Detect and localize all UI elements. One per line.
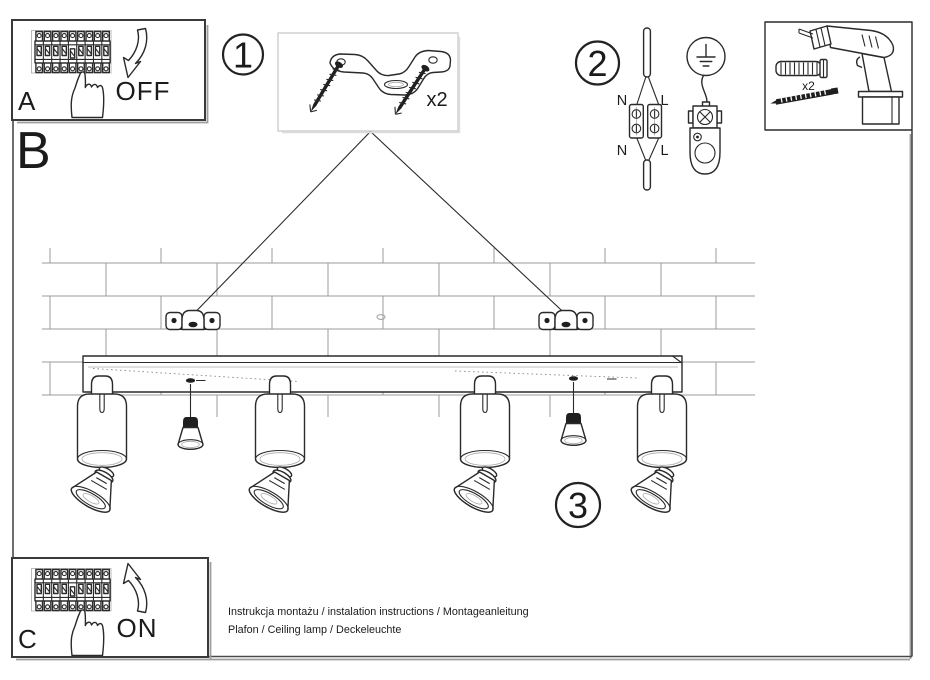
parts-box xyxy=(278,33,458,131)
wire-label-n-bottom: N xyxy=(616,143,628,159)
bulb-right xyxy=(561,413,586,445)
panel-a xyxy=(12,20,208,123)
ground-connection-diagram xyxy=(687,38,725,175)
panel-c xyxy=(12,558,211,660)
wire-label-l-bottom: L xyxy=(660,143,669,159)
step-1-number: 1 xyxy=(232,34,254,76)
bulb-socket-mark-right xyxy=(569,376,578,381)
tools-quantity: x2 xyxy=(802,79,815,93)
lamp-2 xyxy=(246,376,305,517)
drill-hole-mark xyxy=(377,315,385,320)
step-1-quantity: x2 xyxy=(426,89,448,111)
terminal-block-diagram xyxy=(617,28,669,190)
footer-line1: Instrukcja montażu / instalation instructions / Montageanleitung xyxy=(228,606,529,618)
footer xyxy=(228,606,529,636)
step-3-number: 3 xyxy=(567,485,589,526)
wall-plug-icon xyxy=(776,60,827,78)
panel-c-action: ON xyxy=(116,613,158,643)
mounting-rail xyxy=(83,356,682,392)
tools-box xyxy=(765,22,912,130)
step-1 xyxy=(223,33,460,133)
wire-label-l-top: L xyxy=(660,93,669,109)
rail-body xyxy=(83,356,682,392)
lamp-4 xyxy=(628,376,687,517)
leader-lines xyxy=(193,132,566,315)
wall-bracket-left xyxy=(166,311,220,330)
footer-line2: Plafon / Ceiling lamp / Deckeleuchte xyxy=(228,624,402,636)
step-3-badge xyxy=(556,483,600,527)
lamp-1 xyxy=(68,376,127,517)
wall-bracket-right xyxy=(539,311,593,330)
wire-label-n-top: N xyxy=(616,93,628,109)
panel-a-label: A xyxy=(18,86,36,116)
panel-c-label: C xyxy=(18,624,37,654)
panel-a-action: OFF xyxy=(115,76,171,106)
lamp-3 xyxy=(451,376,510,517)
step-2-number: 2 xyxy=(587,43,608,84)
section-b-label: B xyxy=(16,122,51,180)
step-2 xyxy=(576,28,725,190)
bulb-socket-mark-left xyxy=(186,378,195,383)
bulb-left xyxy=(178,417,203,449)
